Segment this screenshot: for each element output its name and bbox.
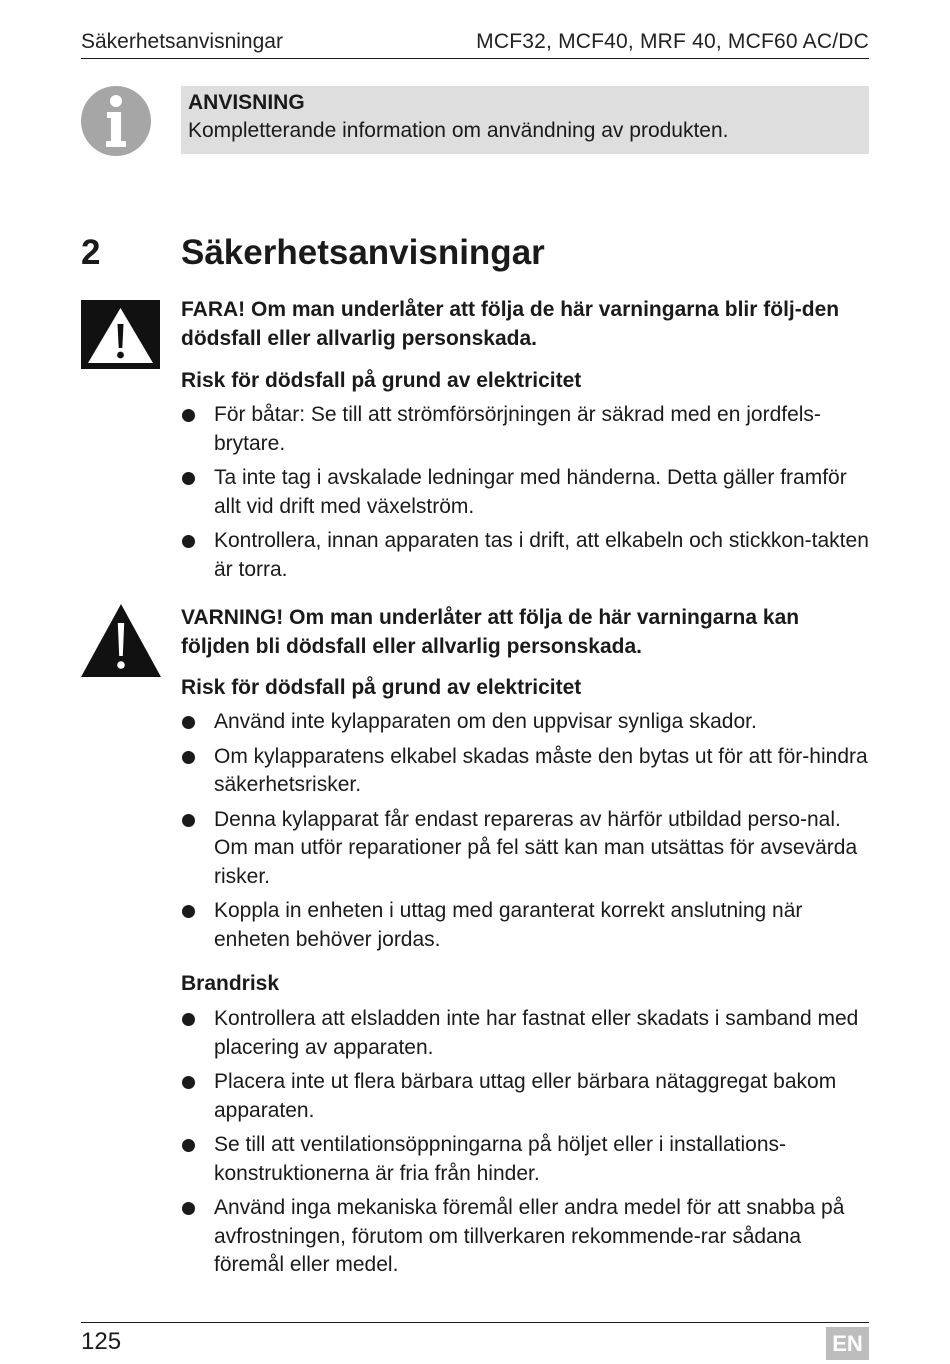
header-model-list: MCF32, MCF40, MRF 40, MCF60 AC/DC xyxy=(476,30,869,53)
warning-signal: VARNING! Om man underlåter att följa de här varningarna kan följden bli dödsfall eller allvarlig personskada. xyxy=(181,606,800,658)
danger-heading: Risk för dödsfall på grund av elektricitet xyxy=(181,369,582,392)
list-item: Använd inte kylapparaten om den uppvisar synliga skador. xyxy=(181,708,871,737)
bullet-icon xyxy=(182,716,195,729)
header-section-title: Säkerhetsanvisningar xyxy=(81,30,283,53)
warning-square-icon xyxy=(81,300,160,369)
page-header xyxy=(81,28,869,59)
warning-list xyxy=(181,708,871,960)
bullet-icon xyxy=(182,1076,195,1089)
note-box xyxy=(181,86,869,154)
list-item: Kontrollera, innan apparaten tas i drift, att elkabeln och stickkon-takten är torra. xyxy=(181,527,871,584)
warning-heading: Risk för dödsfall på grund av elektricitet xyxy=(181,676,582,699)
danger-list xyxy=(181,401,871,590)
warning-triangle-icon xyxy=(81,604,161,677)
language-badge: EN xyxy=(826,1327,869,1360)
bullet-icon xyxy=(182,409,195,422)
list-item: Kontrollera att elsladden inte har fastnat eller skadats i samband med placering av apparaten. xyxy=(181,1005,871,1062)
bullet-icon xyxy=(182,751,195,764)
list-item: Placera inte ut flera bärbara uttag eller bärbara nätaggregat bakom apparaten. xyxy=(181,1068,871,1125)
list-item: Ta inte tag i avskalade ledningar med händerna. Detta gäller framför allt vid drift med växelström. xyxy=(181,464,871,521)
footer-rule xyxy=(81,1322,869,1324)
bullet-icon xyxy=(182,1013,195,1026)
bullet-icon xyxy=(182,535,195,548)
list-item: Koppla in enheten i uttag med garanterat korrekt anslutning när enheten behöver jordas. xyxy=(181,897,871,954)
note-text: Kompletterande information om användning av produkten. xyxy=(188,119,729,142)
bullet-icon xyxy=(182,1139,195,1152)
chapter-title: Säkerhetsanvisningar xyxy=(181,233,545,272)
list-item: Se till att ventilationsöppningarna på höljet eller i installations-konstruktionerna är fria från hinder. xyxy=(181,1131,871,1188)
page-number: 125 xyxy=(81,1328,122,1355)
list-item: Använd inga mekaniska föremål eller andra medel för att snabba på avfrostningen, förutom om tillverkaren rekommende-rar sådana föremål eller medel. xyxy=(181,1194,871,1280)
bullet-icon xyxy=(182,905,195,918)
chapter-number: 2 xyxy=(81,233,101,272)
bullet-icon xyxy=(182,472,195,485)
bullet-icon xyxy=(182,814,195,827)
danger-signal: FARA! Om man underlåter att följa de här varningarna blir följ-den dödsfall eller allvarlig personskada. xyxy=(181,298,840,350)
list-item: För båtar: Se till att strömförsörjningen är säkrad med en jordfels-brytare. xyxy=(181,401,871,458)
fire-heading: Brandrisk xyxy=(181,972,280,995)
fire-list xyxy=(181,1005,871,1286)
bullet-icon xyxy=(182,1202,195,1215)
note-title: ANVISNING xyxy=(188,91,305,114)
info-icon xyxy=(81,86,151,156)
list-item: Om kylapparatens elkabel skadas måste den bytas ut för att för-hindra säkerhetsrisker. xyxy=(181,743,871,800)
list-item: Denna kylapparat får endast repareras av härför utbildad perso-nal. Om man utför reparationer på fel sätt kan man utsättas för avsevärda risker. xyxy=(181,806,871,892)
